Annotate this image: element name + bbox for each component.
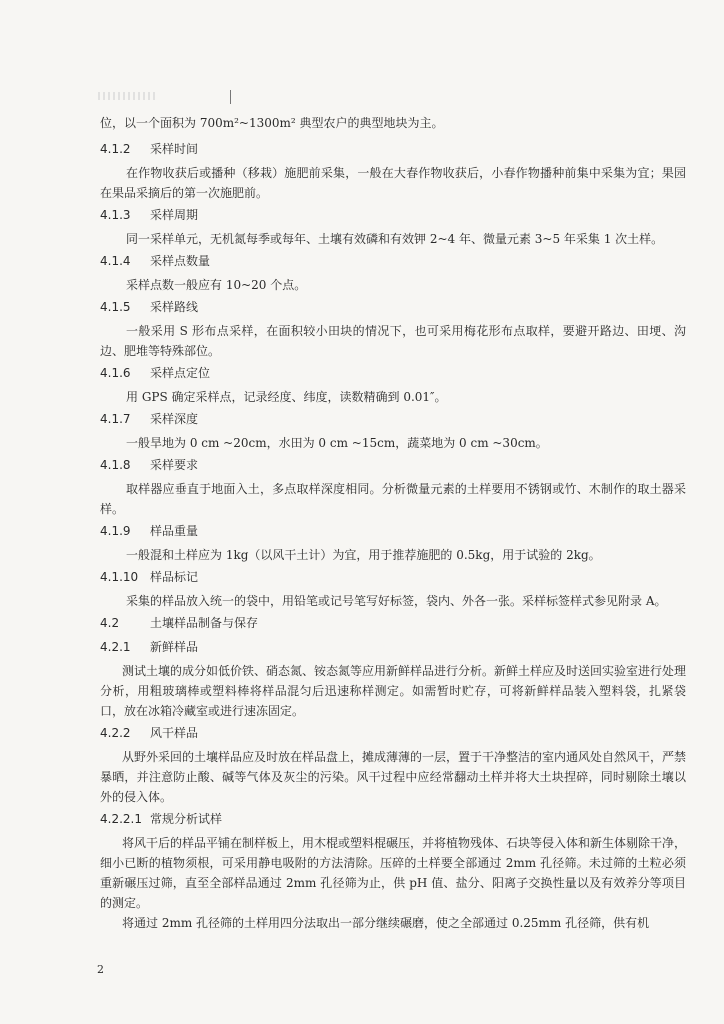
section-body: 一般采用 S 形布点采样，在面积较小田块的情况下，也可采用梅花形布点取样，要避开路边、田埂、沟边、肥堆等特殊部位。 (100, 324, 686, 358)
section-body: 测试土壤的成分如低价铁、硝态氮、铵态氮等应用新鲜样品进行分析。新鲜土样应及时送回实验室进行处理分析，用粗玻璃棒或塑料棒将样品混匀后迅速称样测定。如需暂时贮存，可将新鲜样品装入塑料袋，扎紧袋口，放在冰箱冷藏室或进行速冻固定。 (100, 664, 687, 718)
section-body: 取样器应垂直于地面入土，多点取样深度相同。分析微量元素的土样要用不锈钢或竹、木制作的取土器采样。 (100, 482, 686, 516)
section-heading-4-1-4: 4.1.4 采样点数量 (100, 254, 211, 268)
section-body-continued: 将通过 2mm 孔径筛的土样用四分法取出一部分继续碾磨，使之全部通过 0.25mm 孔径筛，供有机 (122, 916, 650, 930)
section-heading-4-2-2: 4.2.2 风干样品 (100, 726, 199, 740)
section-body: 同一采样单元，无机氮每季或每年、土壤有效磷和有效钾 2~4 年、微量元素 3~5 年采集 1 次土样。 (126, 232, 664, 246)
section-heading-4-1-3: 4.1.3 采样周期 (100, 208, 199, 222)
scan-artifact (98, 92, 158, 100)
section-body: 在作物收获后或播种（移栽）施肥前采集，一般在大春作物收获后，小春作物播种前集中采集为宜；果园在果品采摘后的第一次施肥前。 (100, 166, 686, 200)
page-number: 2 (97, 963, 104, 976)
section-body: 一般旱地为 0 cm ~20cm，水田为 0 cm ~15cm，蔬菜地为 0 cm ~30cm。 (126, 436, 548, 450)
scan-artifact-tick (230, 90, 231, 104)
section-heading-4-2: 4.2 土壤样品制备与保存 (100, 616, 259, 630)
section-heading-4-1-10: 4.1.10 样品标记 (100, 570, 199, 584)
section-heading-4-1-8: 4.1.8 采样要求 (100, 458, 199, 472)
section-heading-4-1-9: 4.1.9 样品重量 (100, 524, 199, 538)
section-body: 一般混和土样应为 1kg（以风干土计）为宜，用于推荐施肥的 0.5kg，用于试验的 2kg。 (126, 548, 601, 562)
paragraph-continuation: 位，以一个面积为 700m²~1300m² 典型农户的典型地块为主。 (100, 116, 444, 130)
section-heading-4-2-2-1: 4.2.2.1 常规分析试样 (100, 812, 223, 826)
section-body: 从野外采回的土壤样品应及时放在样品盘上，摊成薄薄的一层，置于干净整洁的室内通风处自然风干，严禁暴晒，并注意防止酸、碱等气体及灰尘的污染。风干过程中应经常翻动土样并将大土块捏碎，同时剔除土壤以外的侵入体。 (100, 750, 687, 804)
section-heading-4-1-5: 4.1.5 采样路线 (100, 300, 199, 314)
section-body: 将风干后的样品平铺在制样板上，用木棍或塑料棍碾压，并将植物残体、石块等侵入体和新生体剔除干净，细小已断的植物须根，可采用静电吸附的方法清除。压碎的土样要全部通过 2mm 孔径筛。未过筛的土粒必须重新碾压过筛，直至全部样品通过 2mm 孔径筛为止，供 pH 值、盐分、阳离子交换性量以及有效养分等项目的测定。 (100, 836, 687, 910)
section-body: 采样点数一般应有 10~20 个点。 (126, 278, 307, 292)
section-heading-4-1-6: 4.1.6 采样点定位 (100, 366, 211, 380)
section-heading-4-2-1: 4.2.1 新鲜样品 (100, 640, 199, 654)
section-body: 用 GPS 确定采样点，记录经度、纬度，读数精确到 0.01″。 (126, 390, 447, 404)
section-heading-4-1-7: 4.1.7 采样深度 (100, 412, 199, 426)
document-content (100, 113, 686, 933)
section-heading-4-1-2: 4.1.2 采样时间 (100, 142, 199, 156)
section-body: 采集的样品放入统一的袋中，用铅笔或记号笔写好标签，袋内、外各一张。采样标签样式参见附录 A。 (126, 594, 667, 608)
